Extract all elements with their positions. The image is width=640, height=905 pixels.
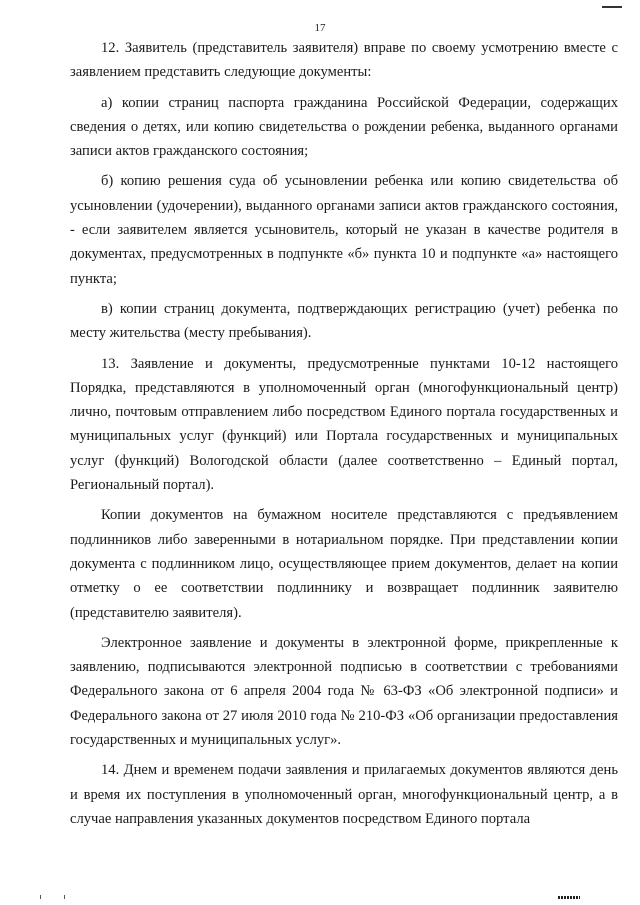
scan-barcode-mark	[558, 896, 580, 899]
page-number: 17	[314, 22, 326, 34]
scan-edge-mark	[40, 895, 41, 899]
paragraph-12: 12. Заявитель (представитель заявителя) вправе по своему усмотрению вместе с заявлением представить следующие документы:	[70, 40, 618, 81]
scan-corner-mark	[602, 6, 622, 8]
scan-edge-mark	[64, 895, 65, 899]
paragraph-14: 14. Днем и временем подачи заявления и прилагаемых документов являются день и время их поступления в уполномоченный орган, многофункциональный центр, а в случае направления указанных документов посредством Единого портала	[70, 762, 618, 827]
paragraph-12-a: а) копии страниц паспорта гражданина Российской Федерации, содержащих сведения о детях, или копию свидетельства о рождении ребенка, выданного органами записи актов гражданского состояния;	[70, 94, 618, 160]
paragraph-12-c: в) копии страниц документа, подтверждающих регистрацию (учет) ребенка по месту жительства (месту пребывания).	[70, 300, 618, 342]
paragraph-13-electronic: Электронное заявление и документы в электронной форме, прикрепленные к заявлению, подписываются электронной подписью в соответствии с требованиями Федерального закона от 6 апреля 2004 года № 63-ФЗ «Об электронной подписи» и Федерального закона от 27 июля 2010 года № 210-ФЗ «Об организации предоставления государственных и муниципальных услуг».	[70, 634, 618, 749]
paragraph-12-b: б) копию решения суда об усыновлении ребенка или копию свидетельства об усыновлении (удочерении), выданного органами записи актов гражданского состояния, - если заявителем является усыновитель, который не указан в качестве родителя в документах, предусмотренных в подпункте «б» пункта 10 и подпункте «а» настоящего пункта;	[70, 173, 618, 287]
paragraph-13-copies: Копии документов на бумажном носителе представляются с предъявлением подлинников либо заверенными в нотариальном порядке. При представлении копии документа с подлинником лицо, осуществляющее прием документов, делает на копии отметку о ее соответствии подлиннику и возвращает подлинник заявителю (представителю заявителя).	[70, 507, 618, 621]
document-body	[70, 36, 618, 831]
paragraph-13: 13. Заявление и документы, предусмотренные пунктами 10-12 настоящего Порядка, представляются в уполномоченный орган (многофункциональный центр) лично, почтовым отправлением либо посредством Единого портала государственных и муниципальных услуг (функций) или Портала государственных и муниципальных услуг (функций) Вологодской области (далее соответственно – Единый портал, Региональный портал).	[70, 355, 618, 494]
